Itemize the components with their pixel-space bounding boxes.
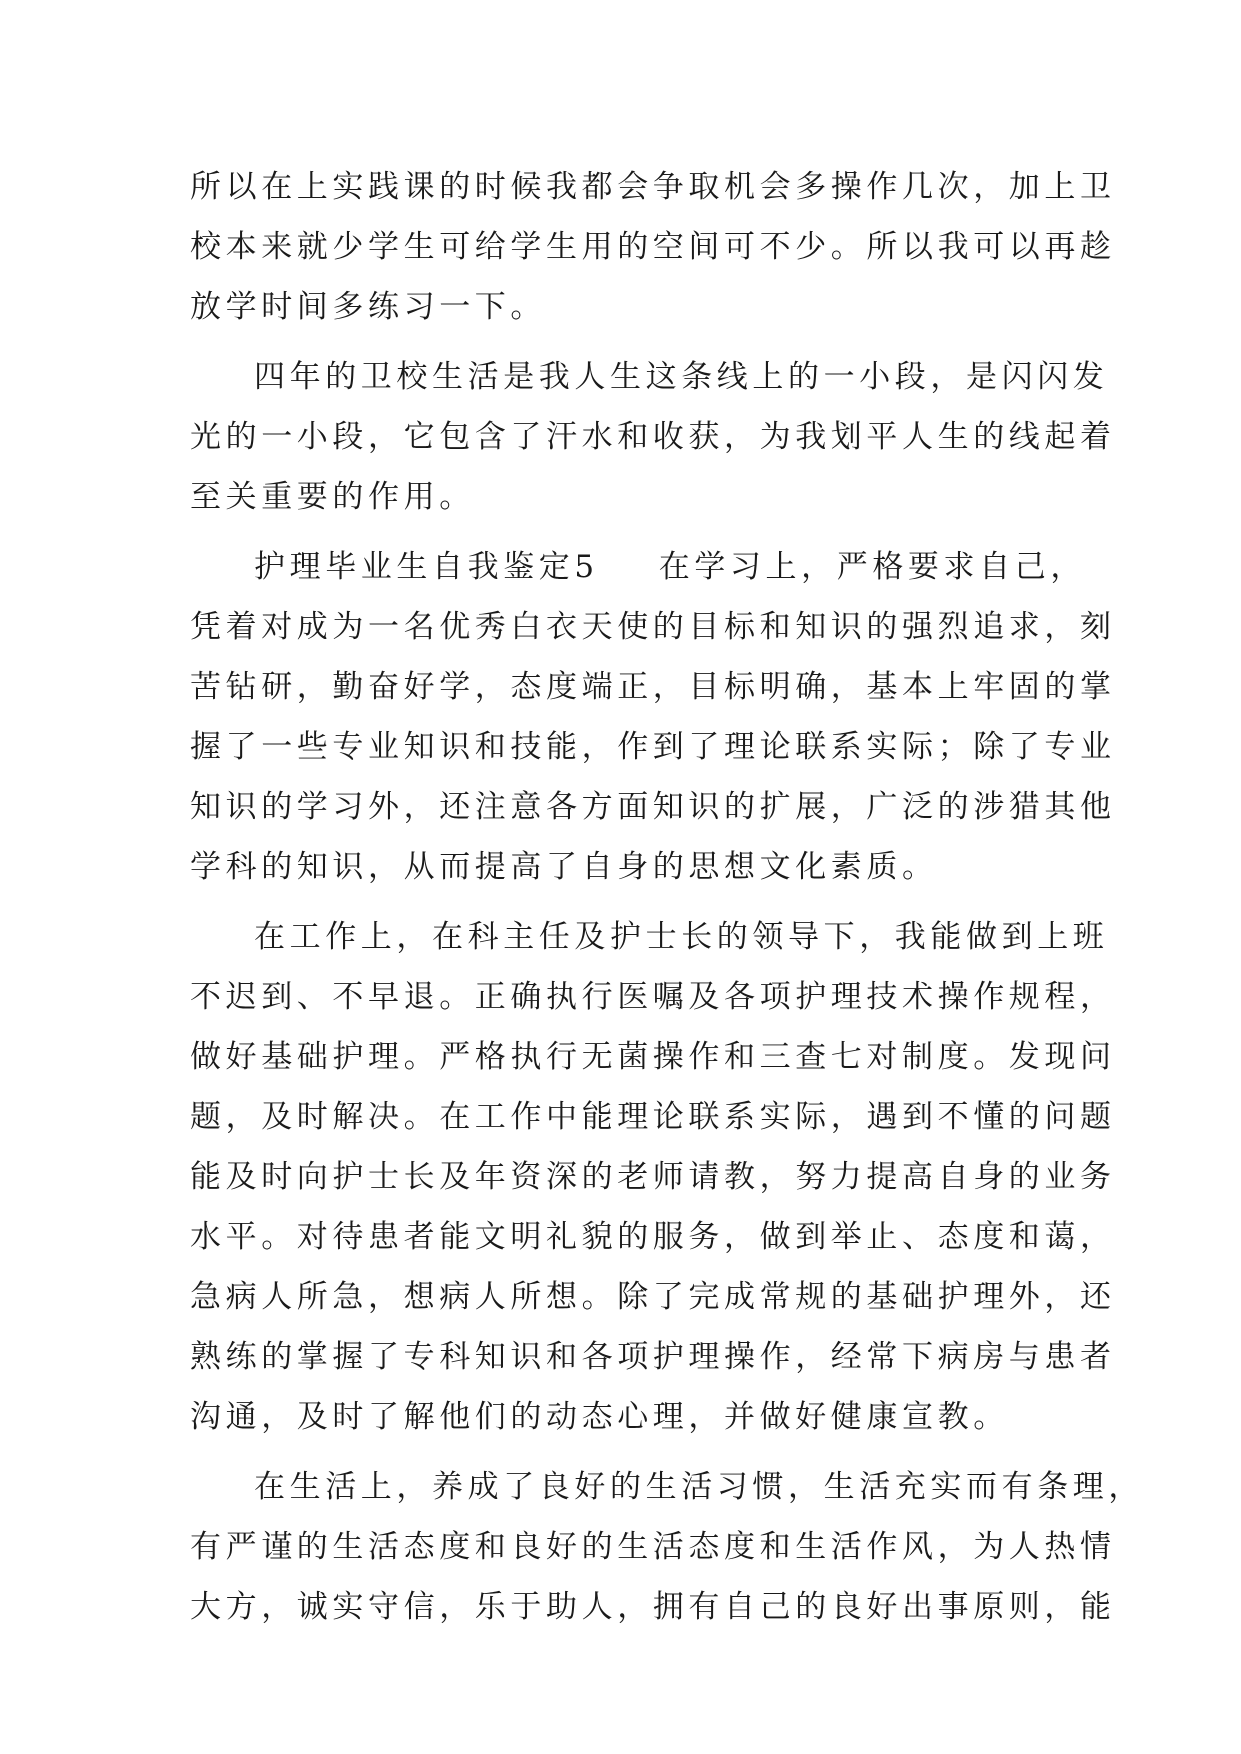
text-line: 水平。对待患者能文明礼貌的服务，做到举止、态度和蔼， <box>190 1219 1116 1255</box>
text-line: 至关重要的作用。 <box>190 479 475 515</box>
document-body <box>190 157 1144 1637</box>
text-line: 知识的学习外，还注意各方面知识的扩展，广泛的涉猎其他 <box>190 789 1116 825</box>
text-line: 急病人所急，想病人所想。除了完成常规的基础护理外，还 <box>190 1279 1116 1315</box>
text-line: 沟通，及时了解他们的动态心理，并做好健康宣教。 <box>190 1399 1009 1435</box>
text-line-continuation: 在学习上，严格要求自己， <box>658 549 1086 585</box>
text-line: 四年的卫校生活是我人生这条线上的一小段，是闪闪发 <box>254 359 1109 395</box>
text-line: 在工作上，在科主任及护士长的领导下，我能做到上班 <box>254 919 1109 955</box>
text-line: 不迟到、不早退。正确执行医嘱及各项护理技术操作规程， <box>190 979 1116 1015</box>
paragraph-5 <box>190 1457 1144 1637</box>
text-line: 所以在上实践课的时候我都会争取机会多操作几次，加上卫 <box>190 169 1116 205</box>
text-line: 校本来就少学生可给学生用的空间可不少。所以我可以再趁 <box>190 229 1116 265</box>
text-line: 光的一小段，它包含了汗水和收获，为我划平人生的线起着 <box>190 419 1116 455</box>
text-line: 苦钻研，勤奋好学，态度端正，目标明确，基本上牢固的掌 <box>190 669 1116 705</box>
text-line: 在生活上，养成了良好的生活习惯，生活充实而有条理， <box>254 1469 1144 1505</box>
text-line <box>190 537 1086 597</box>
text-line: 能及时向护士长及年资深的老师请教，努力提高自身的业务 <box>190 1159 1116 1195</box>
text-line: 做好基础护理。严格执行无菌操作和三查七对制度。发现问 <box>190 1039 1116 1075</box>
text-line: 熟练的掌握了专科知识和各项护理操作，经常下病房与患者 <box>190 1339 1116 1375</box>
paragraph-4 <box>190 907 1116 1447</box>
section-heading: 护理毕业生自我鉴定5 <box>254 549 599 585</box>
text-line: 题，及时解决。在工作中能理论联系实际，遇到不懂的问题 <box>190 1099 1116 1135</box>
text-line: 大方，诚实守信，乐于助人，拥有自己的良好出事原则，能 <box>190 1589 1116 1625</box>
text-line: 握了一些专业知识和技能，作到了理论联系实际；除了专业 <box>190 729 1116 765</box>
paragraph-2 <box>190 347 1116 527</box>
text-line: 学科的知识，从而提高了自身的思想文化素质。 <box>190 849 938 885</box>
paragraph-1 <box>190 157 1116 337</box>
text-line: 有严谨的生活态度和良好的生活态度和生活作风，为人热情 <box>190 1529 1116 1565</box>
paragraph-3 <box>190 537 1116 897</box>
text-line: 凭着对成为一名优秀白衣天使的目标和知识的强烈追求，刻 <box>190 609 1116 645</box>
text-line: 放学时间多练习一下。 <box>190 289 546 325</box>
